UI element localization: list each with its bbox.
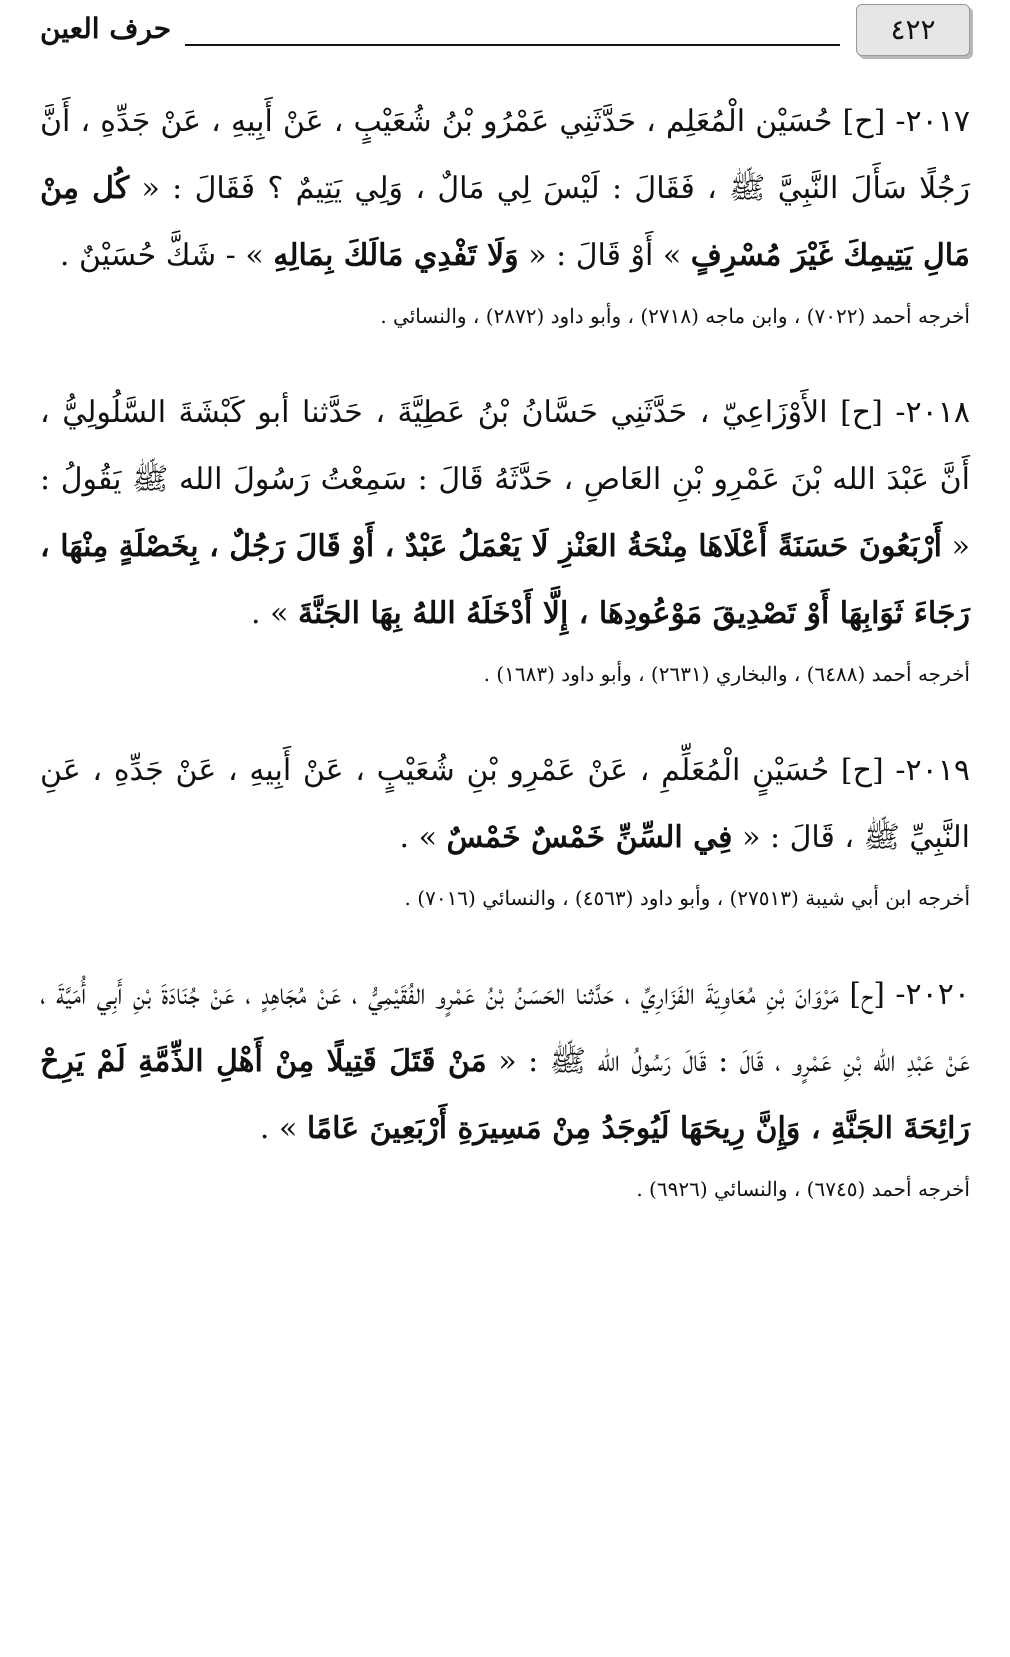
hadith-quote: أَرْبَعُونَ حَسَنَةً أَعْلَاهَا مِنْحَةُ العَنْزِ لَا يَعْمَلُ عَبْدٌ ، أَوْ قَالَ رَجُلٌ ، بِخَصْلَةٍ مِنْهَا ، رَجَاءَ ثَوَابِهَا أَوْ تَصْدِيقَ مَوْعُودِهَا ، إِلَّا أَدْخَلَهُ اللهُ بِهَا الجَنَّةَ xyxy=(40,529,970,631)
hadith-intro: ٢٠٢٠- [ح] مَرْوَانَ بْنِ مُعَاوِيَةَ الفَزَارِيِّ ، حَدَّثنا الحَسَنُ بْنُ عَمْرٍو الفُقَيْمِيُّ ، عَنْ مُجَاهِدٍ ، عَنْ جُنَادَةَ بْنِ أَبِي أُمَيَّةَ ، عَنْ عَبْدِ الله بْنِ عَمْرٍو ، قَالَ : قَالَ رَسُولُ الله ﷺ : « xyxy=(40,977,970,1079)
hadith-intro: ٢٠١٩- [ح] حُسَيْنٍ الْمُعَلِّمِ ، عَنْ عَمْرِو بْنِ شُعَيْبٍ ، عَنْ أَبِيهِ ، عَنْ جَدِّهِ ، عَنِ النَّبِيِّ ﷺ ، قَالَ : « xyxy=(40,753,970,855)
hadith-connector: » أَوْ قَالَ : « xyxy=(528,238,682,273)
takhrij-note: أخرجه أحمد (٧٠٢٢) ، وابن ماجه (٢٧١٨) ، وأبو داود (٢٨٧٢) ، والنسائي . xyxy=(380,304,970,328)
header-rule xyxy=(185,44,840,46)
hadith-quote: فِي السِّنِّ خَمْسٌ خَمْسٌ xyxy=(446,820,733,855)
hadith-tail: » - شَكَّ حُسَيْنٌ . xyxy=(59,238,264,273)
page-header xyxy=(40,0,970,60)
hadith-text xyxy=(40,737,970,871)
hadith-quote: كُل مِنْ مَالِ يَتِيمِكَ غَيْرَ مُسْرِفٍ xyxy=(40,171,970,273)
takhrij-note: أخرجه ابن أبي شيبة (٢٧٥١٣) ، وأبو داود (٤٥٦٣) ، والنسائي (٧٠١٦) . xyxy=(404,886,970,910)
hadith-entry-2017 xyxy=(40,88,970,333)
page-body xyxy=(40,88,970,1252)
hadith-text xyxy=(40,961,970,1162)
hadith-quote-alt: وَلَا تَفْدِي مَالَكَ بِمَالِهِ xyxy=(273,238,519,273)
hadith-entry-2020 xyxy=(40,961,970,1206)
hadith-quote: مَنْ قَتَلَ قَتِيلًا مِنْ أَهْلِ الذِّمَّةِ لَمْ يَرِحْ رَائِحَةَ الجَنَّةِ ، وَإِنَّ رِيحَهَا لَيُوجَدُ مِنْ مَسِيرَةِ أَرْبَعِينَ عَامًا xyxy=(40,1044,970,1146)
hadith-entry-2019 xyxy=(40,737,970,915)
hadith-intro: ٢٠١٨- [ح] الأَوْزَاعِيّ ، حَدَّثَنِي حَسَّانُ بْنُ عَطِيَّةَ ، حَدَّثنا أبو كَبْشَةَ السَّلُولِيُّ ، أَنَّ عَبْدَ الله بْنَ عَمْرِو بْنِ العَاصِ ، حَدَّثَهُ قَالَ : سَمِعْتُ رَسُولَ الله ﷺ يَقُولُ : « xyxy=(40,395,970,564)
takhrij-note: أخرجه أحمد (٦٤٨٨) ، والبخاري (٢٦٣١) ، وأبو داود (١٦٨٣) . xyxy=(483,662,970,686)
hadith-tail: » . xyxy=(259,1111,298,1146)
hadith-text xyxy=(40,88,970,289)
hadith-intro: ٢٠١٧- [ح] حُسَيْن الْمُعَلِم ، حَدَّثَنِي عَمْرُو بْنُ شُعَيْبٍ ، عَنْ أَبِيهِ ، عَنْ جَدِّهِ ، أَنَّ رَجُلًا سَأَلَ النَّبِيَّ ﷺ ، فَقَالَ : لَيْسَ لِي مَالٌ ، وَلِي يَتِيمٌ ؟ فَقَالَ : « xyxy=(40,104,971,206)
page-number: ٤٢٢ xyxy=(856,4,970,56)
hadith-entry-2018 xyxy=(40,379,970,691)
takhrij-note: أخرجه أحمد (٦٧٤٥) ، والنسائي (٦٩٢٦) . xyxy=(636,1177,970,1201)
hadith-text xyxy=(40,379,970,647)
hadith-tail: » . xyxy=(251,596,289,631)
hadith-tail: » . xyxy=(399,820,437,855)
chapter-title: حرف العين xyxy=(40,12,172,45)
